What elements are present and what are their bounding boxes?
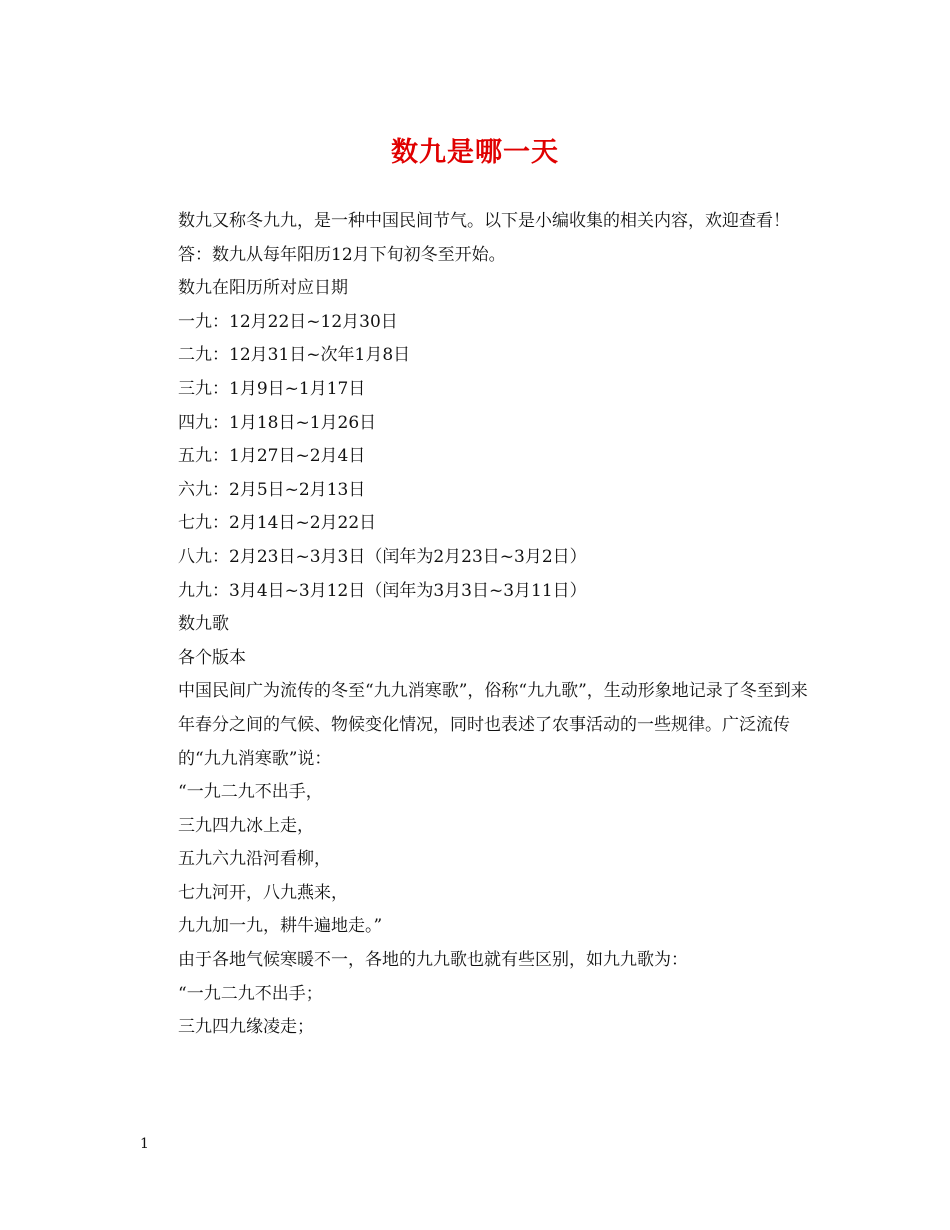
answer-paragraph: 答：数九从每年阳历12月下旬初冬至开始。 — [178, 244, 506, 265]
page-number: 1 — [140, 1136, 149, 1152]
song-line-3: 五九六九沿河看柳， — [178, 849, 331, 870]
document-body — [138, 205, 818, 1045]
document-title: 数九是哪一天 — [391, 137, 559, 168]
date-line-4: 四九：1月18日~1月26日 — [178, 412, 377, 433]
date-line-2: 二九：12月31日~次年1月8日 — [178, 345, 411, 366]
section-heading-versions: 各个版本 — [178, 647, 246, 668]
song-line-4: 七九河开，八九燕来， — [178, 882, 348, 903]
date-line-3: 三九：1月9日~1月17日 — [178, 378, 366, 399]
variant-line-2: 三九四九缘凌走； — [178, 1017, 314, 1038]
song-line-1: “一九二九不出手， — [178, 782, 323, 803]
date-line-1: 一九：12月22日~12月30日 — [178, 311, 398, 332]
song-intro-paragraph: 中国民间广为流传的冬至“九九消寒歌”，俗称“九九歌”，生动形象地记录了冬至到来年春分之间的气候、物候变化情况，同时也表述了农事活动的一些规律。广泛流传的“九九消寒歌”说： — [178, 681, 808, 769]
song-line-2: 三九四九冰上走， — [178, 815, 314, 836]
date-line-9: 九九：3月4日~3月12日（闰年为3月3日~3月11日） — [178, 580, 587, 601]
song-line-5: 九九加一九，耕牛遍地走。” — [178, 916, 383, 937]
date-line-8: 八九：2月23日~3月3日（闰年为2月23日~3月2日） — [178, 546, 587, 567]
section-heading-song: 数九歌 — [178, 614, 229, 635]
date-line-5: 五九：1月27日~2月4日 — [178, 446, 366, 467]
date-line-6: 六九：2月5日~2月13日 — [178, 479, 366, 500]
variant-intro-paragraph: 由于各地气候寒暖不一，各地的九九歌也就有些区别，如九九歌为： — [178, 950, 688, 971]
variant-line-1: “一九二九不出手； — [178, 983, 323, 1004]
date-line-7: 七九：2月14日~2月22日 — [178, 513, 377, 534]
intro-paragraph: 数九又称冬九九，是一种中国民间节气。以下是小编收集的相关内容，欢迎查看！ — [178, 211, 790, 231]
section-heading-dates: 数九在阳历所对应日期 — [178, 278, 348, 299]
